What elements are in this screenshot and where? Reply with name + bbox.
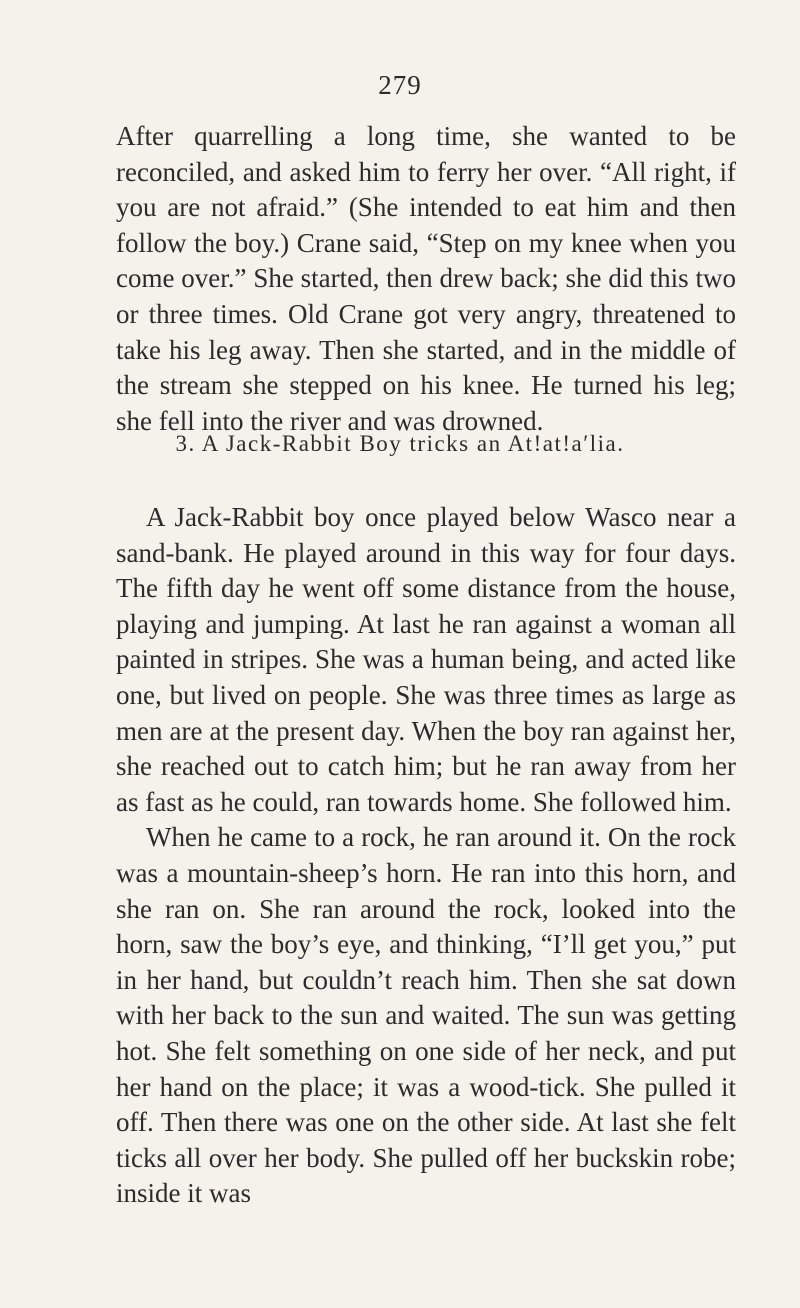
story-text-continued [116, 119, 736, 439]
paragraph: A Jack-Rabbit boy once played below Wasco near a sand-bank. He played around in this way for four days. The fifth day he went off some distance from the house, playing and jumping. At last he ran against a woman all painted in stripes. She was a human being, and acted like one, but lived on people. She was three times as large as men are at the present day. When the boy ran against her, she reached out to catch him; but he ran away from her as fast as he could, ran towards home. She followed him. [116, 502, 736, 817]
section-heading: 3. A Jack-Rabbit Boy tricks an At!at!a′lia. [175, 431, 625, 456]
story-text [116, 500, 736, 1212]
paragraph: When he came to a rock, he ran around it. On the rock was a mountain-sheep’s horn. He ran into this horn, and she ran on. She ran around the rock, looked into the horn, saw the boy’s eye, and thinking, “I’ll get you,” put in her hand, but couldn’t reach him. Then she sat down with her back to the sun and waited. The sun was getting hot. She felt something on one side of her neck, and put her hand on the place; it was a wood-tick. She pulled it off. Then there was one on the other side. At last she felt ticks all over her body. She pulled off her buckskin robe; inside it was [116, 822, 736, 1209]
page-number: 279 [378, 70, 422, 100]
paragraph: After quarrelling a long time, she wanted to be reconciled, and asked him to ferry her over. “All right, if you are not afraid.” (She intended to eat him and then follow the boy.) Crane said, “Step on my knee when you come over.” She started, then drew back; she did this two or three times. Old Crane got very angry, threatened to take his leg away. Then she started, and in the middle of the stream she stepped on his knee. He turned his leg; she fell into the river and was drowned. [116, 121, 736, 436]
